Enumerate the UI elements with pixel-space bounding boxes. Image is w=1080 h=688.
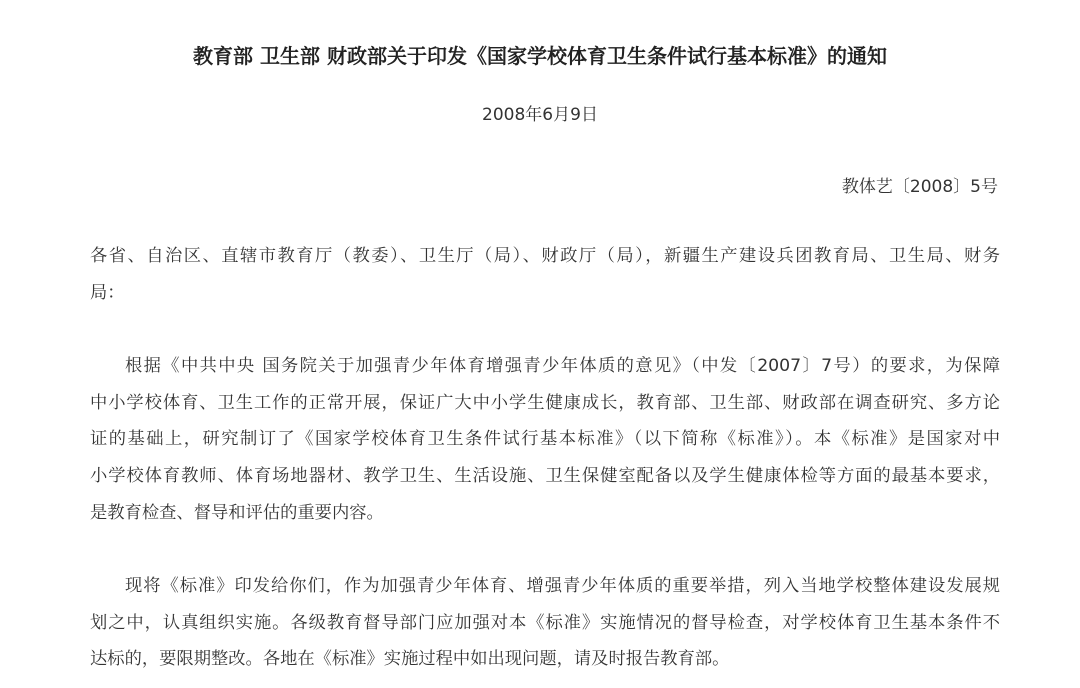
paragraph-1	[90, 348, 1000, 531]
paragraph-2	[90, 568, 1000, 678]
document-title: 教育部 卫生部 财政部关于印发《国家学校体育卫生条件试行基本标准》的通知	[193, 44, 887, 68]
text-line: 根据《中共中央 国务院关于加强青少年体育增强青少年体质的意见》（中发〔2007〕7号）的要求，为保障	[125, 356, 1000, 376]
text-line: 证的基础上，研究制订了《国家学校体育卫生条件试行基本标准》（以下简称《标准》）。本《标准》是国家对中	[90, 429, 1000, 450]
text-line: 小学校体育教师、体育场地器材、教学卫生、生活设施、卫生保健室配备以及学生健康体检等方面的最基本要求，	[90, 466, 1000, 487]
text-line: 局：	[90, 282, 125, 303]
text-line: 是教育检查、督导和评估的重要内容。	[90, 502, 384, 523]
text-line: 中小学校体育、卫生工作的正常开展，保证广大中小学生健康成长，教育部、卫生部、财政部在调查研究、多方论	[90, 392, 1000, 413]
text-line: 达标的，要限期整改。各地在《标准》实施过程中如出现问题，请及时报告教育部。	[90, 649, 730, 670]
text-line: 现将《标准》印发给你们，作为加强青少年体育、增强青少年体质的重要举措，列入当地学校整体建设发展规	[125, 576, 1000, 596]
text-line: 各省、自治区、直辖市教育厅（教委）、卫生厅（局）、财政厅（局），新疆生产建设兵团教育局、卫生局、财务	[90, 246, 1000, 266]
addressee	[90, 238, 1000, 311]
document-date: 2008年6月9日	[482, 105, 598, 125]
document-number: 教体艺〔2008〕5号	[841, 177, 998, 197]
text-line: 划之中，认真组织实施。各级教育督导部门应加强对本《标准》实施情况的督导检查，对学校体育卫生基本条件不	[90, 612, 1000, 633]
